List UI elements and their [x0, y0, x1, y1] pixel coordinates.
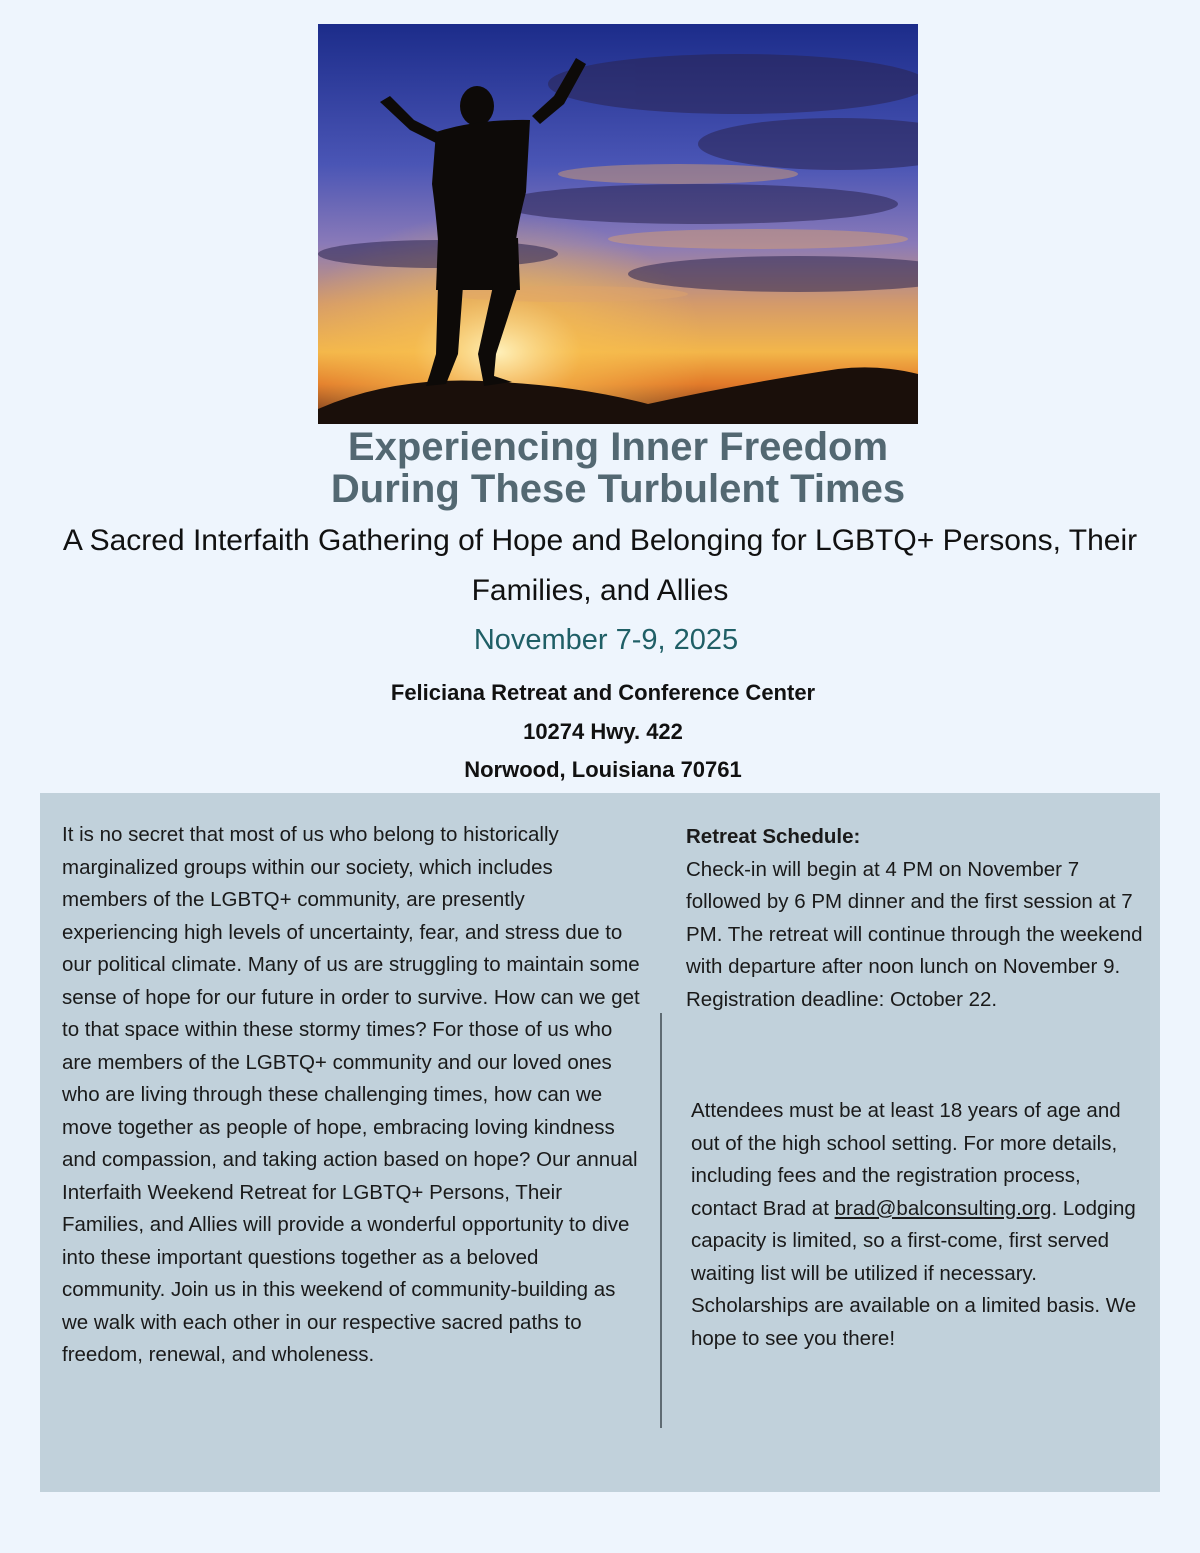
page-title	[0, 426, 1200, 510]
venue-street: 10274 Hwy. 422	[523, 718, 683, 744]
venue-city: Norwood, Louisiana 70761	[464, 757, 742, 782]
venue-address	[0, 674, 1200, 790]
schedule-section	[686, 821, 1146, 1016]
title-line-2: During These Turbulent Times	[330, 467, 906, 511]
attendees-section	[691, 1095, 1151, 1355]
info-panel	[40, 793, 1160, 1492]
schedule-heading: Retreat Schedule:	[686, 825, 861, 848]
attendees-text-before: Attendees must be at least 18 years of age and out of the high school setting. For more details, including fees and the registration process, contact Brad at	[691, 1099, 1121, 1220]
event-dates: November 7-9, 2025	[473, 624, 739, 656]
schedule-text: Check-in will begin at 4 PM on November 7 followed by 6 PM dinner and the first session at 7 PM. The retreat will continue through the weekend with departure after noon lunch on November 9. Registration deadline: October 22.	[686, 857, 1143, 1011]
subtitle: A Sacred Interfaith Gathering of Hope and Belonging for LGBTQ+ Persons, Their Families, and Allies	[62, 524, 1138, 607]
venue-name: Feliciana Retreat and Conference Center	[390, 680, 816, 705]
hero-image	[318, 24, 918, 424]
attendees-text-after: . Lodging capacity is limited, so a first-come, first served waiting list will be utilized if necessary. Scholarships are available on a limited basis. We hope to see you there!	[691, 1196, 1137, 1350]
column-divider	[660, 1013, 662, 1428]
title-line-1: Experiencing Inner Freedom	[347, 425, 889, 469]
contact-email-link[interactable]: brad@balconsulting.org	[834, 1196, 1052, 1220]
intro-paragraph: It is no secret that most of us who belong to historically marginalized groups within our society, which includes members of the LGBTQ+ community, are presently experiencing high levels of uncertainty, fear, and stress due to our political climate. Many of us are struggling to maintain some sense of hope for our future in order to survive. How can we get to that space within these stormy times? For those of us who are members of the LGBTQ+ community and our loved ones who are living through these challenging times, how can we move together as people of hope, embracing loving kindness and compassion, and taking action based on hope? Our annual Interfaith Weekend Retreat for LGBTQ+ Persons, Their Families, and Allies will provide a wonderful opportunity to dive into these important questions together as a beloved community. Join us in this weekend of community-building as we walk with each other in our respective sacred paths to freedom, renewal, and wholeness.	[62, 823, 640, 1366]
